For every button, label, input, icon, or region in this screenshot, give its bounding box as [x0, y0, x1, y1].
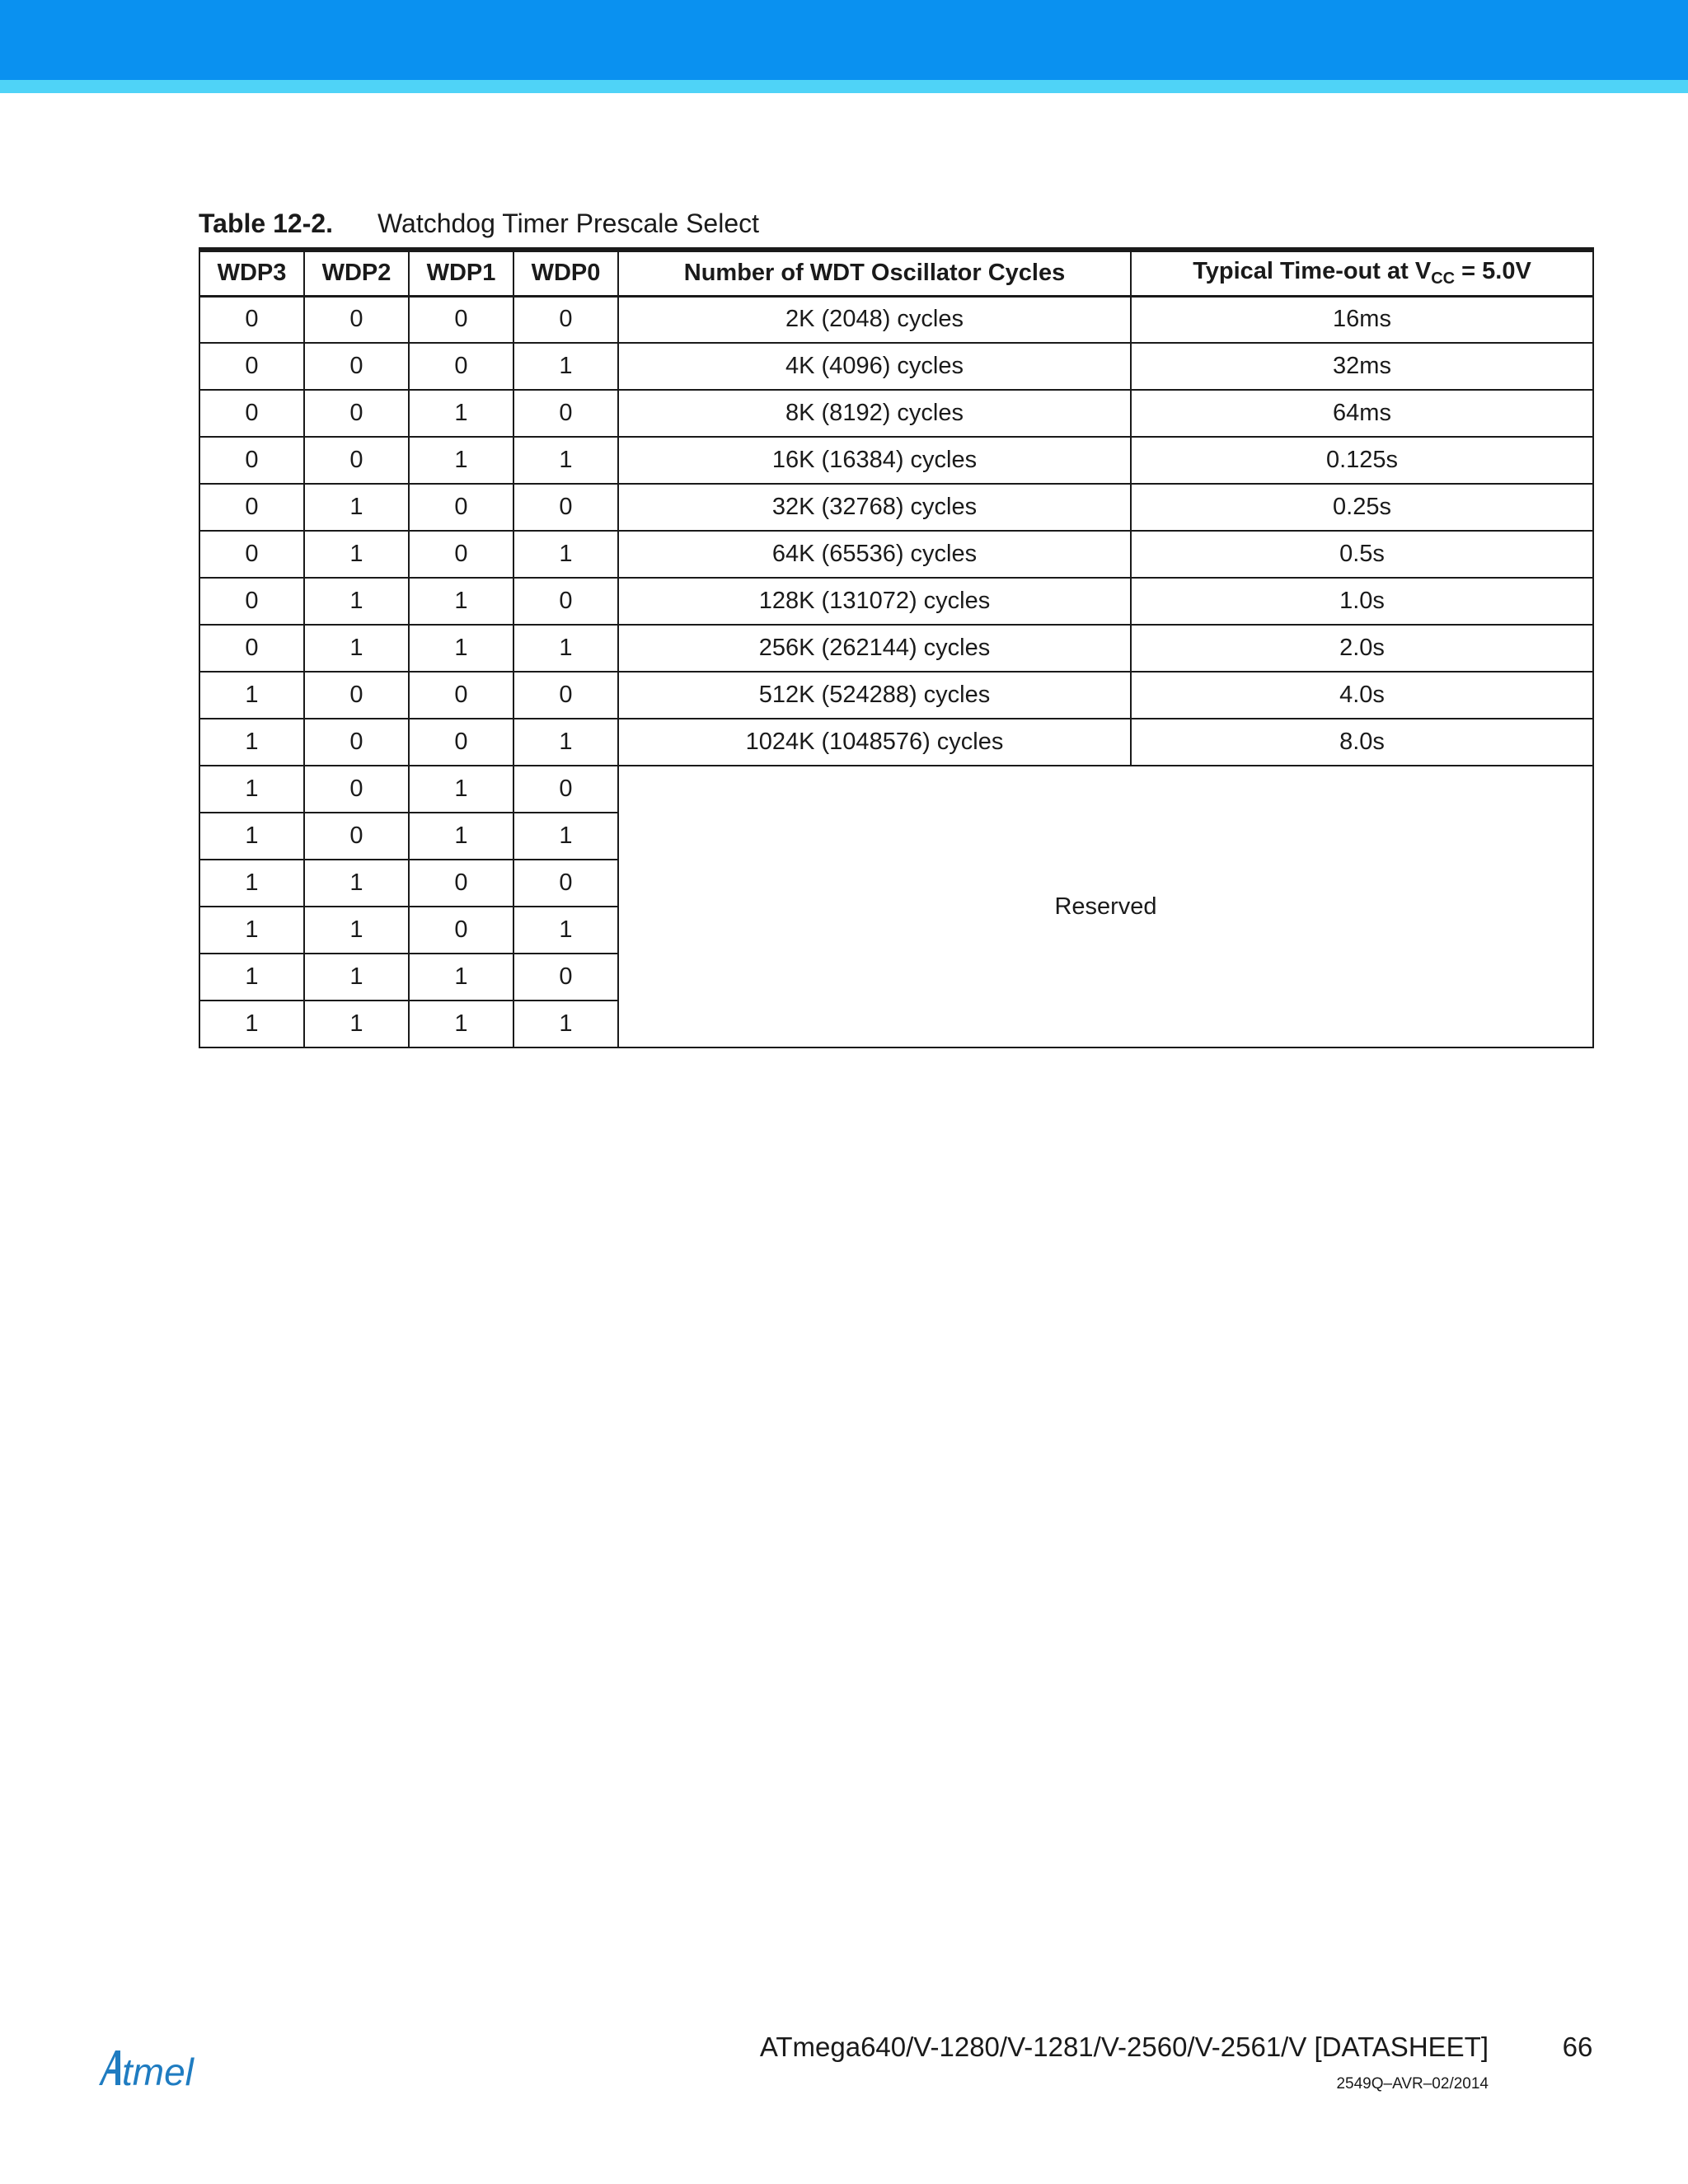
table-header-row — [199, 250, 1593, 296]
cell-wdp2: 0 — [304, 813, 409, 860]
cell-wdp3: 1 — [199, 907, 304, 954]
cell-wdp3: 0 — [199, 390, 304, 437]
cell-wdp3: 0 — [199, 296, 304, 343]
header-wdp3: WDP3 — [199, 250, 304, 296]
cell-timeout: 0.5s — [1131, 531, 1593, 578]
header-timeout-suffix: = 5.0V — [1455, 258, 1531, 285]
cell-timeout: 16ms — [1131, 296, 1593, 343]
cell-wdp0: 0 — [513, 672, 618, 719]
cell-cycles: 2K (2048) cycles — [618, 296, 1131, 343]
cell-cycles: 128K (131072) cycles — [618, 578, 1131, 625]
cell-wdp3: 1 — [199, 1001, 304, 1047]
cell-timeout: 64ms — [1131, 390, 1593, 437]
cell-wdp0: 0 — [513, 296, 618, 343]
cell-cycles: 256K (262144) cycles — [618, 625, 1131, 672]
cell-wdp1: 0 — [409, 484, 513, 531]
cell-cycles: 64K (65536) cycles — [618, 531, 1131, 578]
cell-wdp3: 0 — [199, 531, 304, 578]
cell-cycles: 8K (8192) cycles — [618, 390, 1131, 437]
page-number: 66 — [1562, 2032, 1593, 2062]
cell-wdp1: 0 — [409, 672, 513, 719]
cell-wdp3: 1 — [199, 813, 304, 860]
cell-wdp3: 0 — [199, 625, 304, 672]
cell-wdp1: 1 — [409, 1001, 513, 1047]
cell-wdp1: 1 — [409, 954, 513, 1001]
header-typical-timeout — [1131, 250, 1593, 296]
cell-wdp0: 1 — [513, 907, 618, 954]
footer-doc-code: 2549Q–AVR–02/2014 — [1336, 2075, 1489, 2093]
cell-wdp1: 1 — [409, 625, 513, 672]
table-row — [199, 625, 1593, 672]
cell-wdp2: 1 — [304, 954, 409, 1001]
cell-wdp0: 1 — [513, 343, 618, 390]
cell-timeout: 32ms — [1131, 343, 1593, 390]
cell-cycles: 32K (32768) cycles — [618, 484, 1131, 531]
cell-wdp3: 0 — [199, 343, 304, 390]
cell-wdp0: 1 — [513, 813, 618, 860]
table-row — [199, 390, 1593, 437]
cell-wdp2: 1 — [304, 625, 409, 672]
cell-wdp1: 0 — [409, 296, 513, 343]
atmel-logo-rest: tmel — [122, 2050, 194, 2092]
cell-wdp2: 0 — [304, 390, 409, 437]
cell-wdp2: 1 — [304, 484, 409, 531]
cell-cycles: 16K (16384) cycles — [618, 437, 1131, 484]
prescale-table — [199, 247, 1594, 1048]
cell-wdp1: 0 — [409, 719, 513, 766]
table-row — [199, 343, 1593, 390]
table-row — [199, 484, 1593, 531]
cell-wdp0: 0 — [513, 954, 618, 1001]
cell-wdp2: 0 — [304, 343, 409, 390]
cell-wdp3: 0 — [199, 437, 304, 484]
cell-wdp2: 0 — [304, 766, 409, 813]
cell-wdp2: 1 — [304, 578, 409, 625]
cell-wdp1: 1 — [409, 578, 513, 625]
cell-wdp2: 1 — [304, 860, 409, 907]
cell-wdp1: 0 — [409, 343, 513, 390]
table-caption-title: Watchdog Timer Prescale Select — [377, 209, 759, 238]
cell-wdp0: 0 — [513, 390, 618, 437]
table-row — [199, 296, 1593, 343]
cell-wdp3: 0 — [199, 578, 304, 625]
table-caption-number: Table 12-2. — [199, 209, 334, 238]
cell-timeout: 1.0s — [1131, 578, 1593, 625]
cell-wdp0: 0 — [513, 766, 618, 813]
table-row-reserved — [199, 766, 1593, 813]
header-timeout-prefix: Typical Time-out at V — [1193, 258, 1432, 285]
cell-timeout: 8.0s — [1131, 719, 1593, 766]
cell-wdp2: 1 — [304, 531, 409, 578]
header-wdp0: WDP0 — [513, 250, 618, 296]
cell-wdp2: 0 — [304, 672, 409, 719]
cell-wdp2: 1 — [304, 907, 409, 954]
header-oscillator-cycles: Number of WDT Oscillator Cycles — [618, 250, 1131, 296]
cell-wdp3: 1 — [199, 672, 304, 719]
header-wdp2: WDP2 — [304, 250, 409, 296]
cell-cycles: 512K (524288) cycles — [618, 672, 1131, 719]
footer-doc-title: ATmega640/V-1280/V-1281/V-2560/V-2561/V [DATASHEET] — [759, 2032, 1489, 2062]
cell-wdp0: 1 — [513, 531, 618, 578]
table-caption — [199, 207, 759, 240]
cell-wdp3: 0 — [199, 484, 304, 531]
cell-wdp0: 1 — [513, 1001, 618, 1047]
cell-reserved: Reserved — [618, 766, 1593, 1047]
cell-wdp0: 0 — [513, 860, 618, 907]
header-timeout-subscript: CC — [1431, 269, 1456, 288]
cell-wdp3: 1 — [199, 766, 304, 813]
header-wdp1: WDP1 — [409, 250, 513, 296]
header-band-strip — [0, 80, 1688, 93]
cell-wdp1: 1 — [409, 390, 513, 437]
cell-wdp3: 1 — [199, 860, 304, 907]
cell-cycles: 1024K (1048576) cycles — [618, 719, 1131, 766]
cell-timeout: 0.125s — [1131, 437, 1593, 484]
table-row — [199, 578, 1593, 625]
atmel-logo — [96, 2042, 239, 2092]
table-row — [199, 719, 1593, 766]
cell-wdp0: 1 — [513, 625, 618, 672]
cell-wdp1: 1 — [409, 437, 513, 484]
cell-wdp0: 1 — [513, 437, 618, 484]
table-row — [199, 437, 1593, 484]
cell-timeout: 4.0s — [1131, 672, 1593, 719]
table-row — [199, 672, 1593, 719]
cell-wdp0: 0 — [513, 578, 618, 625]
cell-wdp3: 1 — [199, 954, 304, 1001]
cell-wdp1: 0 — [409, 531, 513, 578]
cell-wdp1: 0 — [409, 907, 513, 954]
cell-cycles: 4K (4096) cycles — [618, 343, 1131, 390]
cell-wdp2: 1 — [304, 1001, 409, 1047]
header-band — [0, 0, 1688, 80]
cell-wdp0: 0 — [513, 484, 618, 531]
cell-timeout: 2.0s — [1131, 625, 1593, 672]
cell-wdp1: 1 — [409, 766, 513, 813]
atmel-logo-a-mark — [99, 2050, 120, 2085]
cell-wdp2: 0 — [304, 296, 409, 343]
cell-wdp1: 0 — [409, 860, 513, 907]
cell-wdp2: 0 — [304, 719, 409, 766]
cell-wdp0: 1 — [513, 719, 618, 766]
cell-wdp1: 1 — [409, 813, 513, 860]
table-row — [199, 531, 1593, 578]
cell-wdp2: 0 — [304, 437, 409, 484]
cell-timeout: 0.25s — [1131, 484, 1593, 531]
cell-wdp3: 1 — [199, 719, 304, 766]
